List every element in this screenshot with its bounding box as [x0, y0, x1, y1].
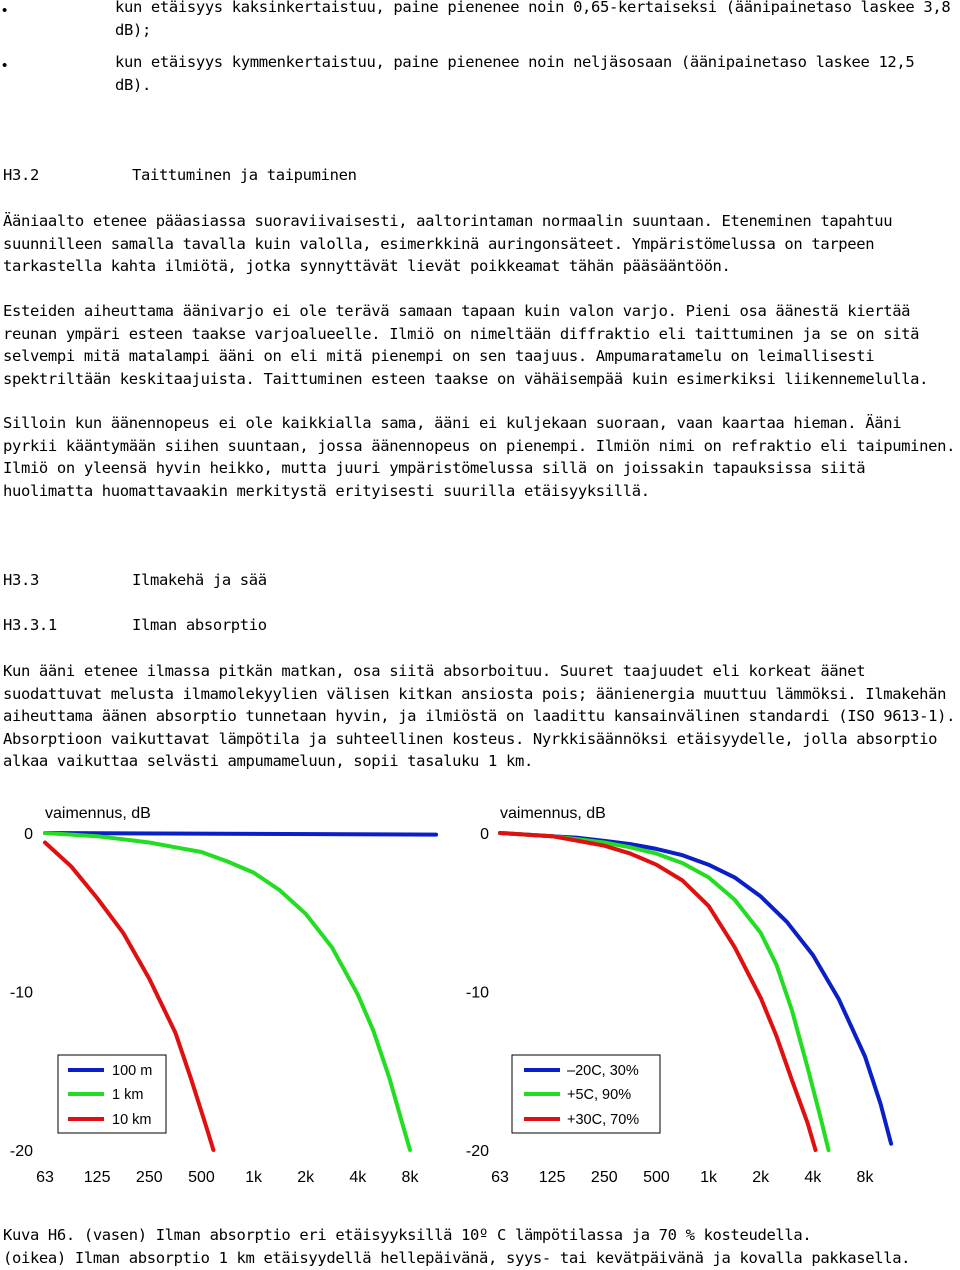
caption-line-1: Kuva H6. (vasen) Ilman absorptio eri etäisyyksillä 10º C lämpötilassa ja 70 % kosteudella. — [3, 1226, 812, 1244]
y-tick-label: -20 — [465, 1143, 489, 1160]
section-title: Ilman absorptio — [132, 616, 267, 634]
chart-right-weather — [466, 805, 891, 1186]
x-tick-label: 4k — [804, 1169, 822, 1186]
bullet-text-2: kun etäisyys kymmenkertaistuu, paine pienenee noin neljäsosaan (äänipainetaso laskee 12,5 dB). — [115, 53, 915, 94]
x-tick-label: 125 — [83, 1169, 111, 1186]
section-heading-h3-3 — [0, 569, 960, 593]
y-axis-label: vaimennus, dB — [45, 805, 151, 822]
x-tick-label: 8k — [856, 1169, 874, 1186]
x-tick-label: 2k — [752, 1169, 770, 1186]
y-tick-label: -10 — [465, 984, 489, 1002]
caption-line-2: (oikea) Ilman absorptio 1 km etäisyydellä hellepäivänä, syys- tai kevätpäivänä ja kovalla pakkasella. — [3, 1248, 911, 1267]
paragraph-propagation: Ääniaalto etenee pääasiassa suoraviivaisesti, aaltorintaman normaalin suuntaan. Eteneminen tapahtuu suunnilleen samalla tavalla kuin valolla, esimerkkinä auringonsäteet. Ympäristömelussa on tarpeen tarkastella kahta ilmiötä, jotka synnyttävät lievät poikkeamat tähän pääsääntöön. — [3, 212, 893, 275]
section-number: H3.3 — [3, 571, 39, 589]
legend-label: +5C, 90% — [567, 1087, 632, 1103]
x-tick-label: 125 — [538, 1169, 566, 1186]
x-tick-label: 63 — [491, 1169, 509, 1186]
x-tick-label: 500 — [643, 1169, 670, 1186]
paragraph-absorption: Kun ääni etenee ilmassa pitkän matkan, osa siitä absorboituu. Suuret taajuudet eli korkeat äänet suodattuvat melusta ilmamolekyylien välisen kitkan ansiosta pois; äänienergia muuttuu lämmöksi. Ilmakehän aiheuttama äänen absorptio tunnetaan hyvin, ja ilmiöstä on laadittu kansainvälinen standardi (ISO 9613-1). Absorptioon vaikuttavat lämpötila ja suhteellinen kosteus. Nyrkkisäännöksi etäisyydelle, jolla absorptio alkaa vaikuttaa selvästi ampumameluun, sopii tasaluku 1 km. — [3, 662, 956, 770]
legend-label: –20C, 30% — [567, 1063, 639, 1079]
legend-label: 100 m — [112, 1063, 153, 1079]
x-tick-label: 500 — [188, 1169, 215, 1186]
x-tick-label: 8k — [401, 1169, 419, 1186]
bullet-item-2 — [0, 51, 960, 101]
y-tick-label: -20 — [9, 1143, 33, 1160]
bullet-marker: • — [2, 57, 8, 74]
section-number: H3.3.1 — [3, 616, 57, 634]
x-tick-label: 250 — [135, 1169, 163, 1186]
paragraph-diffraction: Esteiden aiheuttama äänivarjo ei ole terävä samaan tapaan kuin valon varjo. Pieni osa äänestä kiertää reunan ympäri esteen taakse varjoalueelle. Ilmiö on nimeltään diffraktio eli taittuminen ja se on sitä selvempi mitä matalampi ääni on eli mitä pienempi on sen taajuus. Ampumaratamelu on leimallisesti spektriltään keskitaajuista. Taittuminen esteen taakse on vähäisempää kuin esimerkiksi liikennemelulla. — [3, 302, 929, 388]
y-tick-label: 0 — [24, 826, 33, 843]
x-tick-label: 4k — [349, 1169, 367, 1186]
y-axis-label: vaimennus, dB — [500, 805, 606, 822]
bullet-text-1: kun etäisyys kaksinkertaistuu, paine pienenee noin 0,65-kertaiseksi (äänipainetaso laskee 3,8 dB); — [115, 0, 951, 39]
x-tick-label: 63 — [36, 1169, 54, 1186]
legend-label: 1 km — [112, 1087, 144, 1103]
section-heading-h3-2 — [0, 164, 960, 188]
section-heading-h3-3-1 — [0, 614, 960, 638]
paragraph-refraction: Silloin kun äänennopeus ei ole kaikkialla sama, ääni ei kuljekaan suoraan, vaan kaartaa hieman. Ääni pyrkii kääntymään siihen suuntaan, jossa äänennopeus on pienempi. Ilmiön nimi on refraktio eli taipuminen. Ilmiö on yleensä hyvin heikko, mutta juuri ympäristömelussa sillä on joissakin tapauksissa siitä huolimatta huomattavaakin merkitystä erityisesti suurilla etäisyyksillä. — [3, 414, 956, 500]
x-tick-label: 1k — [700, 1169, 718, 1186]
figure-caption — [3, 1224, 958, 1269]
legend-label: +30C, 70% — [567, 1112, 640, 1128]
absorption-charts — [0, 795, 960, 1195]
section-number: H3.2 — [3, 166, 39, 184]
bullet-item-1 — [0, 0, 960, 46]
x-tick-label: 1k — [245, 1169, 263, 1186]
section-title: Taittuminen ja taipuminen — [132, 166, 357, 184]
section-title: Ilmakehä ja sää — [132, 571, 267, 589]
bullet-marker: • — [2, 2, 8, 19]
y-tick-label: 0 — [480, 826, 489, 843]
legend-label: 10 km — [112, 1112, 152, 1128]
series-line — [45, 833, 436, 835]
x-tick-label: 2k — [297, 1169, 315, 1186]
y-tick-label: -10 — [9, 984, 33, 1002]
chart-left-distance — [10, 805, 436, 1186]
x-tick-label: 250 — [590, 1169, 618, 1186]
